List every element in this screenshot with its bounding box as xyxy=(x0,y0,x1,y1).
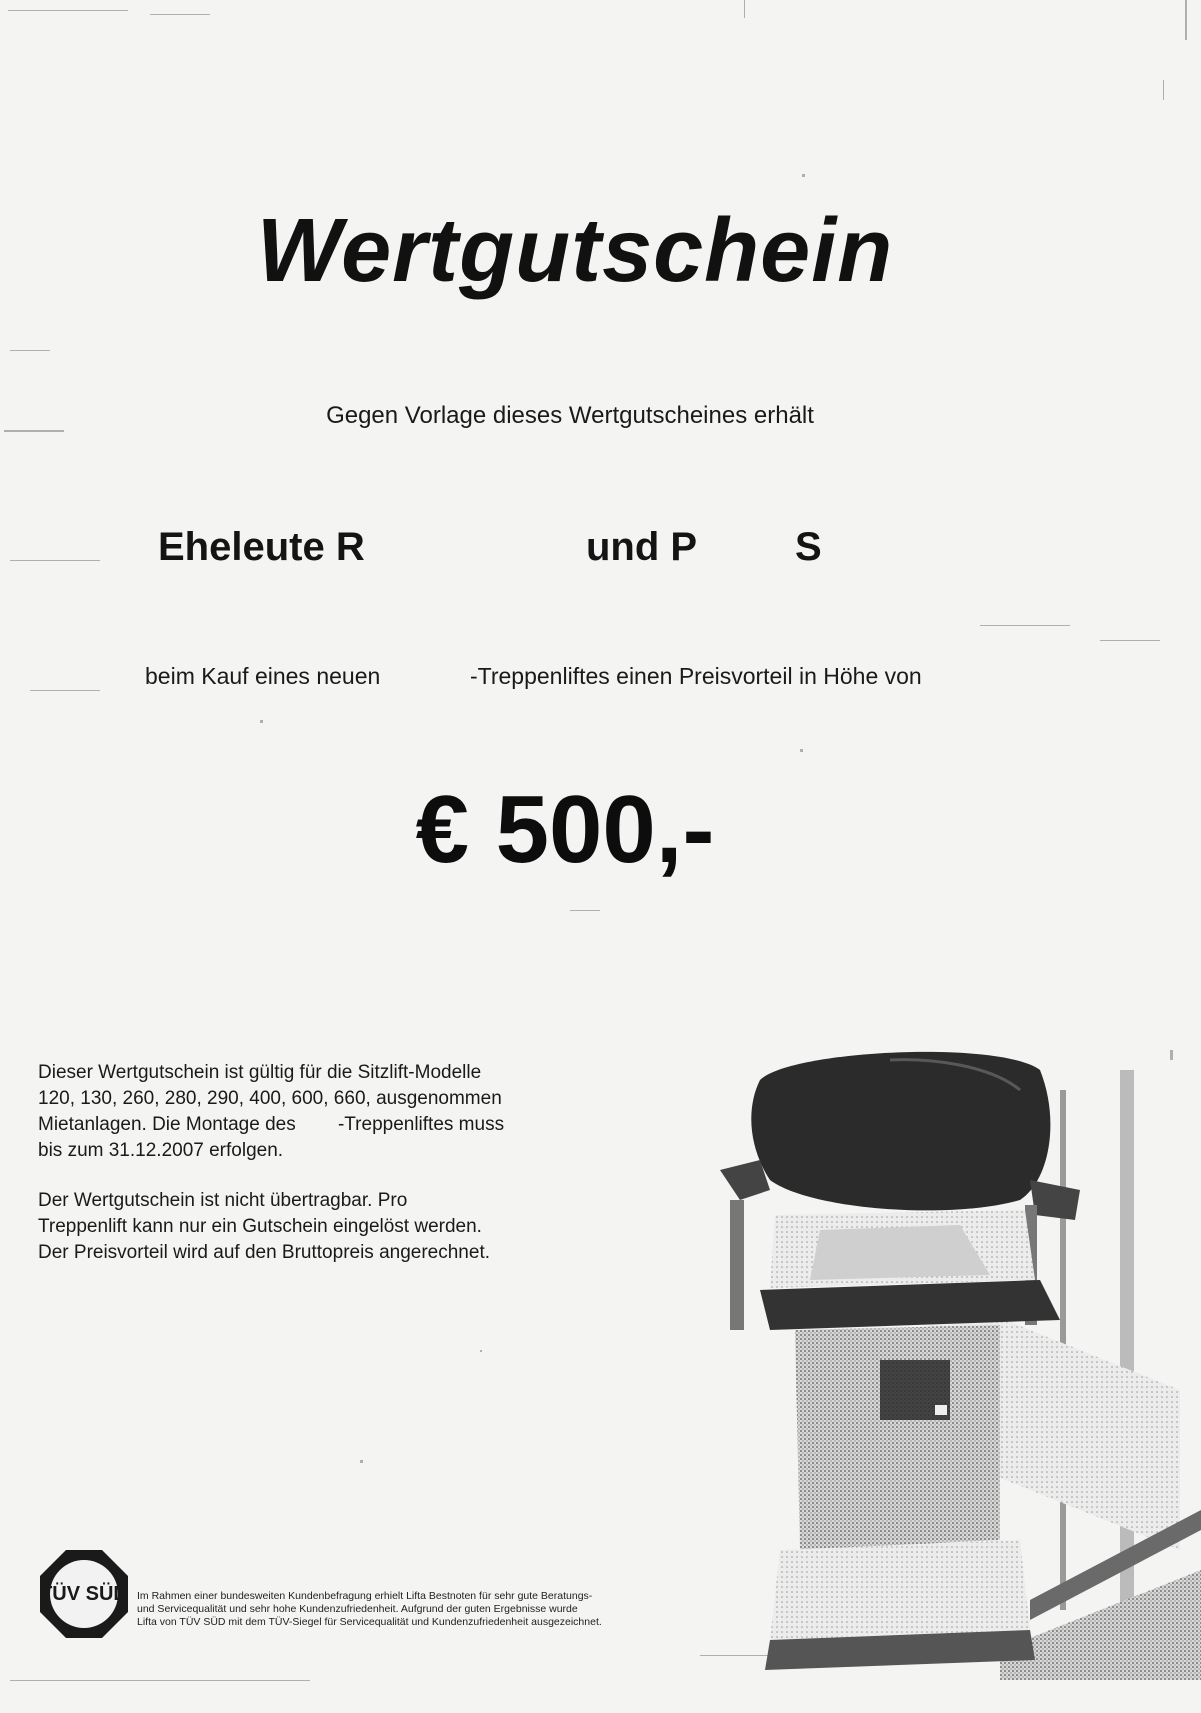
offer-text-part-2: -Treppenliftes einen Preisvorteil in Höhe von xyxy=(470,663,922,689)
voucher-amount: € 500,- xyxy=(415,776,715,883)
intro-text: Gegen Vorlage dieses Wertgutscheines erhält xyxy=(326,402,814,429)
stairlift-image xyxy=(700,1030,1201,1680)
recipient-part-1: Eheleute R xyxy=(158,525,365,569)
terms-line: Dieser Wertgutschein ist gültig für die Sitzlift-Modelle xyxy=(38,1062,482,1083)
terms-line: 120, 130, 260, 280, 290, 400, 600, 660, ausgenommen xyxy=(38,1088,502,1109)
terms-line: Der Preisvorteil wird auf den Bruttopreis angerechnet. xyxy=(38,1242,491,1263)
footnote-line: Lifta von TÜV SÜD mit dem TÜV-Siegel für Servicequalität und Kundenzufriedenheit ausgezeichnet. xyxy=(137,1616,602,1628)
offer-text-part-1: beim Kauf eines neuen xyxy=(145,663,381,689)
terms-line: Mietanlagen. Die Montage des -Treppenliftes muss xyxy=(38,1114,505,1135)
tuev-seal-label: TÜV SÜD xyxy=(40,1583,128,1605)
recipient-part-2: und P xyxy=(586,525,698,569)
tuev-seal-icon xyxy=(38,1548,130,1640)
terms-paragraph-2 xyxy=(38,1188,598,1266)
footnote-line: und Servicequalität und sehr hohe Kundenzufriedenheit. Aufgrund der guten Ergebnisse wurde xyxy=(137,1603,578,1615)
terms-line: bis zum 31.12.2007 erfolgen. xyxy=(38,1140,284,1161)
certification-footnote xyxy=(137,1590,727,1629)
terms-paragraph-1 xyxy=(38,1060,598,1164)
voucher-title: Wertgutschein xyxy=(256,201,894,301)
terms-line: Der Wertgutschein ist nicht übertragbar. Pro xyxy=(38,1190,408,1211)
terms-line: Treppenlift kann nur ein Gutschein eingelöst werden. xyxy=(38,1216,482,1237)
recipient-part-3: S xyxy=(795,525,822,569)
footnote-line: Im Rahmen einer bundesweiten Kundenbefragung erhielt Lifta Bestnoten für sehr gute Beratungs- xyxy=(137,1590,593,1602)
